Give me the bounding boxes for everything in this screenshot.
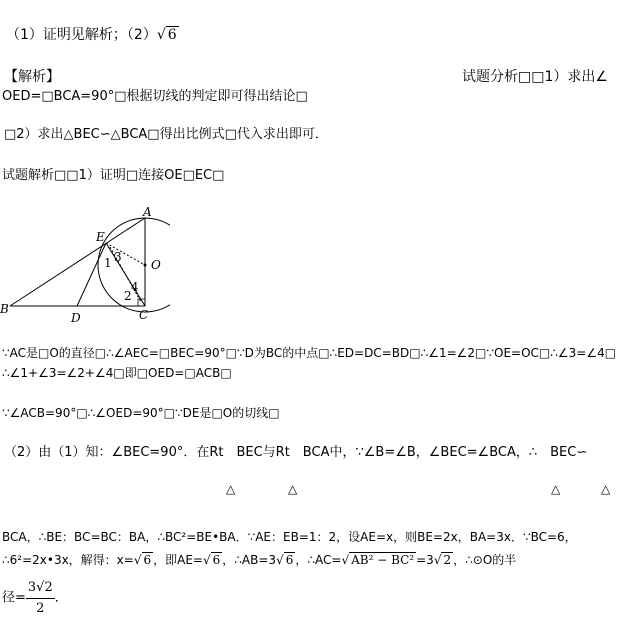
point-o [144,264,147,267]
sqrt-two: √ 2 [433,553,452,567]
analysis-line-1: OED=□BCA=90°□根据切线的判定即可得出结论□ [2,89,308,104]
label-c: C [139,308,149,322]
label-2: 2 [124,289,132,303]
solution-line-d: BCA，∴BE：BC=BC：BA，∴BC²=BE•BA．∵AE：EB=1：2，设AE=x，则BE=2x，BA=3x．∵BC=6， [2,530,577,544]
segment-oe [106,243,145,265]
label-4: 4 [131,280,139,294]
solution-line-e: ∴6²=2x•3x，解得：x=√ 6 ，即AE=√ 6 ，∴AB=3√ 6 ，∴AC=√ AB² − BC² =3√ 2 ，∴⊙O的半 [2,553,517,567]
sqrt-six-3: √ 6 [276,553,294,567]
label-a: A [143,205,152,219]
radius-line: 径= $\frac{3√2}{2}$ ． [2,578,68,619]
triangle-mark-2: △ [288,482,298,496]
analysis-heading: 【解析】 [4,69,60,85]
label-b: B [0,302,9,316]
triangle-mark-3: △ [551,482,561,496]
analysis-right-intro: 试题分析□□1）求出∠ [462,69,608,85]
triangle-mark-4: △ [601,482,611,496]
solution-intro: 试题解析□□1）证明□连接OE□EC□ [2,168,225,183]
label-3: 3 [114,250,122,264]
sqrt-ab-bc: √ AB² − BC² [341,553,415,567]
solution-line-a: ∵AC是□O的直径□∴∠AEC=□BEC=90°□∵D为BC的中点□∴ED=DC=BD□∴∠1=∠2□∵OE=OC□∴∠3=∠4□ [2,346,617,360]
label-o: O [151,258,161,272]
solution-line-b: ∴∠1+∠3=∠2+∠4□即□OED=□ACB□ [2,366,232,380]
geometry-figure [0,205,170,330]
label-d: D [71,311,81,325]
label-1: 1 [104,256,112,270]
analysis-line-2: □2）求出△BEC∽△BCA□得出比例式□代入求出即可． [4,127,328,142]
label-e: E [96,230,105,244]
answer-sqrt: √ 6 [156,27,177,43]
sqrt-six-1: √ 6 [133,553,152,567]
sqrt-six-2: √ 6 [203,553,221,567]
radius-fraction: $\frac{3√2}{2}$ [27,580,53,616]
solution-part2-start: （2）由（1）知：∠BEC=90°．在Rt BEC与Rt BCA中，∵∠B=∠B，∠BEC=∠BCA，∴ BEC∽ [4,445,588,460]
solution-line-c: ∵∠ACB=90°□∴∠OED=90°□∵DE是□O的切线□ [2,406,280,420]
answer-line [6,26,179,44]
triangle-mark-1: △ [226,482,236,496]
answer-text: （1）证明见解析；（2） [6,27,157,43]
